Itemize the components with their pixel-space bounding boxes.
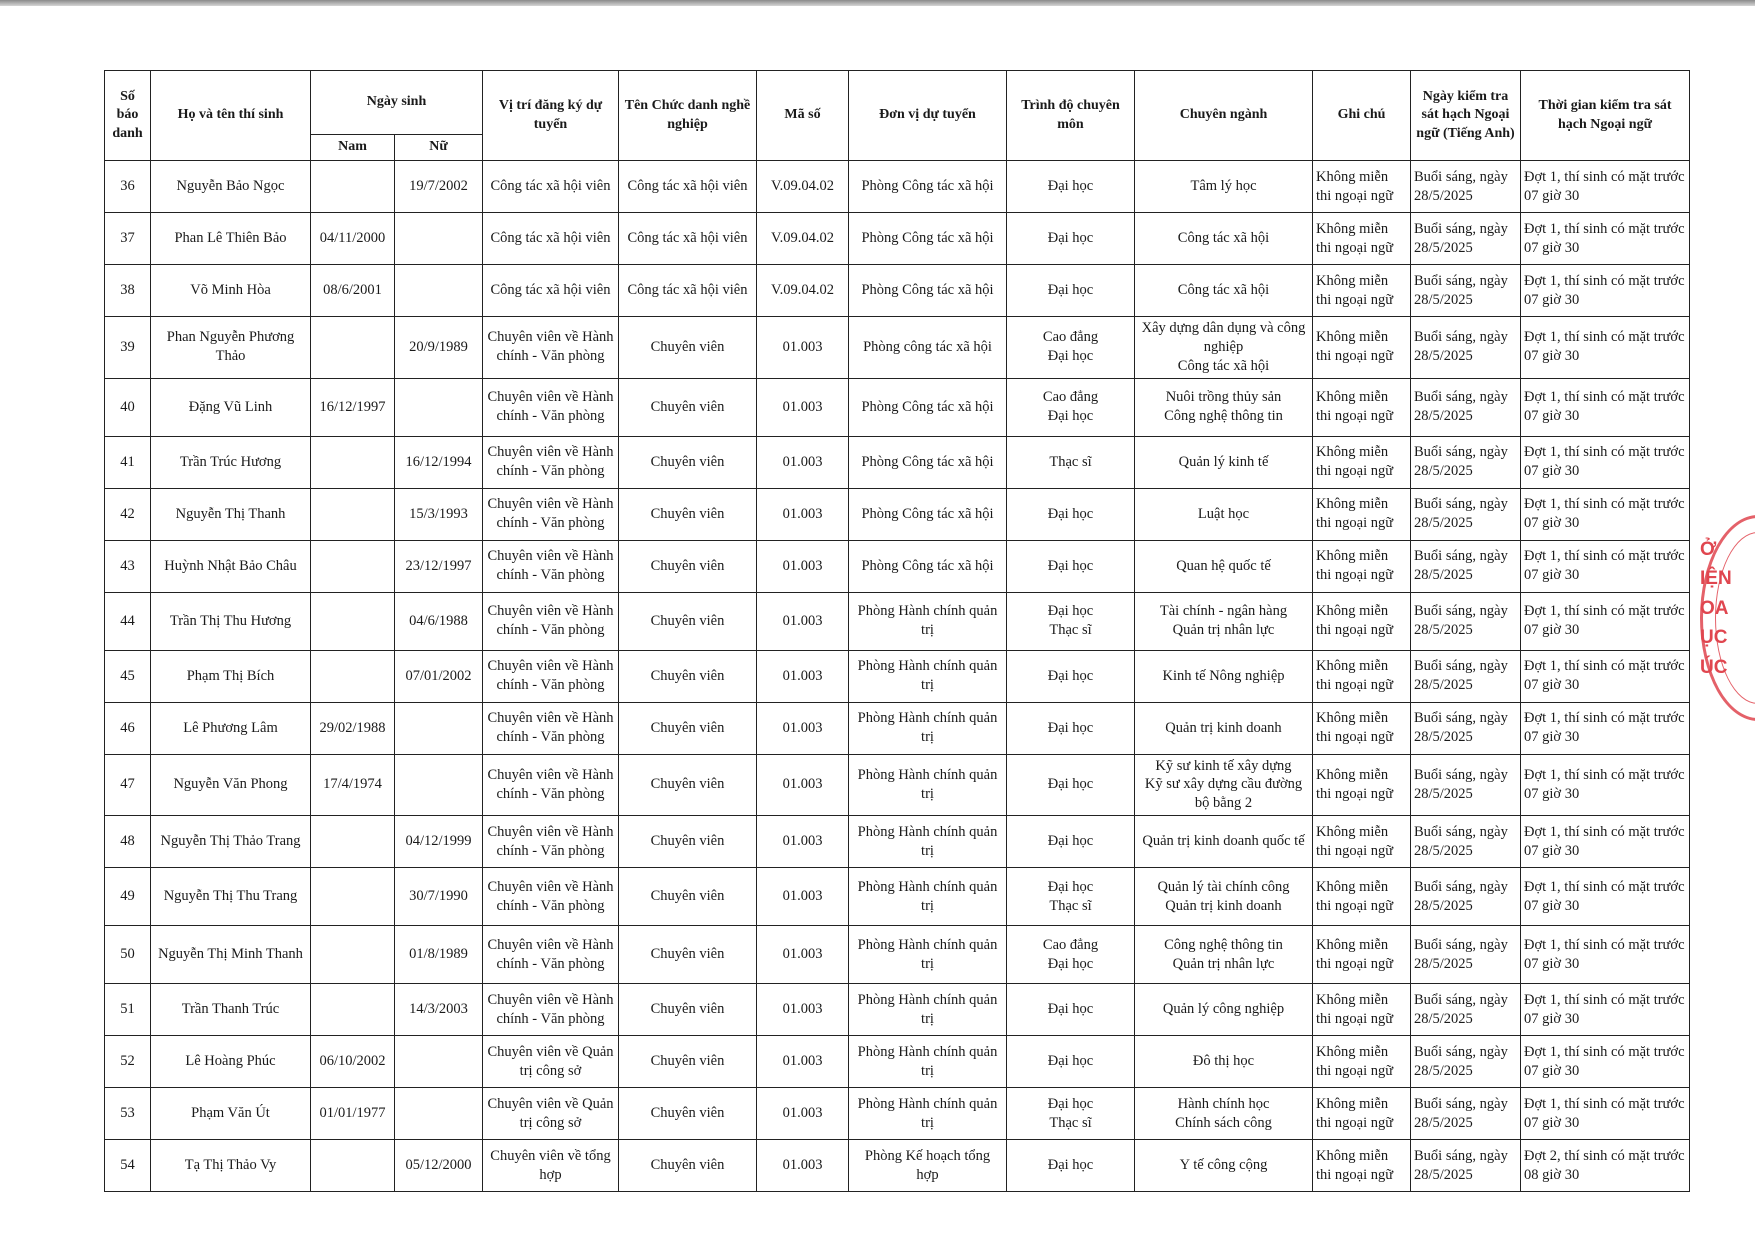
name-cell: Nguyễn Thị Minh Thanh	[151, 926, 311, 984]
dob-male-cell	[311, 816, 395, 868]
unit-cell: Phòng Kế hoạch tổng hợp	[849, 1140, 1007, 1192]
unit-cell: Phòng Công tác xã hội	[849, 213, 1007, 265]
note-cell: Không miễn thi ngoại ngữ	[1313, 540, 1411, 592]
dob-male-cell	[311, 1140, 395, 1192]
name-cell: Trần Trúc Hương	[151, 436, 311, 488]
title-cell: Chuyên viên	[619, 984, 757, 1036]
sbd-cell: 52	[105, 1036, 151, 1088]
col-header-unit: Đơn vị dự tuyển	[849, 71, 1007, 161]
dob-male-cell	[311, 161, 395, 213]
unit-cell: Phòng Công tác xã hội	[849, 265, 1007, 317]
exam-time-cell: Đợt 1, thí sinh có mặt trước 07 giờ 30	[1521, 265, 1690, 317]
name-cell: Lê Phương Lâm	[151, 702, 311, 754]
exam-date-cell: Buổi sáng, ngày 28/5/2025	[1411, 1140, 1521, 1192]
title-cell: Công tác xã hội viên	[619, 161, 757, 213]
code-cell: V.09.04.02	[757, 161, 849, 213]
sbd-cell: 49	[105, 868, 151, 926]
name-cell: Nguyễn Bảo Ngọc	[151, 161, 311, 213]
position-cell: Chuyên viên về tổng hợp	[483, 1140, 619, 1192]
title-cell: Chuyên viên	[619, 540, 757, 592]
major-cell: Quản lý công nghiệp	[1135, 984, 1313, 1036]
level-cell: Đại học	[1007, 488, 1135, 540]
name-cell: Đặng Vũ Linh	[151, 378, 311, 436]
major-cell: Kỹ sư kinh tế xây dựng Kỹ sư xây dựng cầu đường bộ bằng 2	[1135, 754, 1313, 816]
sbd-cell: 47	[105, 754, 151, 816]
dob-male-cell	[311, 317, 395, 379]
table-row	[105, 702, 1690, 754]
position-cell: Chuyên viên về Hành chính - Văn phòng	[483, 754, 619, 816]
dob-male-cell: 29/02/1988	[311, 702, 395, 754]
seal-letter-line: IỆN	[1700, 568, 1732, 590]
unit-cell: Phòng Hành chính quản trị	[849, 702, 1007, 754]
title-cell: Chuyên viên	[619, 926, 757, 984]
candidate-table	[104, 70, 1690, 1192]
note-cell: Không miễn thi ngoại ngữ	[1313, 213, 1411, 265]
table-body	[105, 161, 1690, 1192]
position-cell: Chuyên viên về Hành chính - Văn phòng	[483, 540, 619, 592]
major-cell: Quan hệ quốc tế	[1135, 540, 1313, 592]
name-cell: Võ Minh Hòa	[151, 265, 311, 317]
note-cell: Không miễn thi ngoại ngữ	[1313, 1036, 1411, 1088]
name-cell: Trần Thị Thu Hương	[151, 592, 311, 650]
seal-letter-line: ỤC	[1700, 627, 1728, 649]
exam-date-cell: Buổi sáng, ngày 28/5/2025	[1411, 926, 1521, 984]
title-cell: Chuyên viên	[619, 1140, 757, 1192]
table-row	[105, 984, 1690, 1036]
dob-female-cell	[395, 378, 483, 436]
title-cell: Công tác xã hội viên	[619, 265, 757, 317]
name-cell: Huỳnh Nhật Bảo Châu	[151, 540, 311, 592]
col-header-level: Trình độ chuyên môn	[1007, 71, 1135, 161]
level-cell: Đại học	[1007, 1140, 1135, 1192]
major-cell: Xây dựng dân dụng và công nghiệp Công tác xã hội	[1135, 317, 1313, 379]
name-cell: Nguyễn Thị Thu Trang	[151, 868, 311, 926]
exam-date-cell: Buổi sáng, ngày 28/5/2025	[1411, 436, 1521, 488]
dob-female-cell: 05/12/2000	[395, 1140, 483, 1192]
major-cell: Công tác xã hội	[1135, 265, 1313, 317]
title-cell: Chuyên viên	[619, 868, 757, 926]
dob-male-cell: 01/01/1977	[311, 1088, 395, 1140]
major-cell: Tài chính - ngân hàng Quản trị nhân lực	[1135, 592, 1313, 650]
position-cell: Chuyên viên về Hành chính - Văn phòng	[483, 868, 619, 926]
col-header-note: Ghi chú	[1313, 71, 1411, 161]
dob-female-cell: 30/7/1990	[395, 868, 483, 926]
dob-female-cell: 15/3/1993	[395, 488, 483, 540]
dob-male-cell	[311, 650, 395, 702]
table-row	[105, 436, 1690, 488]
exam-date-cell: Buổi sáng, ngày 28/5/2025	[1411, 488, 1521, 540]
exam-date-cell: Buổi sáng, ngày 28/5/2025	[1411, 161, 1521, 213]
unit-cell: Phòng Công tác xã hội	[849, 161, 1007, 213]
sbd-cell: 53	[105, 1088, 151, 1140]
code-cell: V.09.04.02	[757, 213, 849, 265]
unit-cell: Phòng Hành chính quản trị	[849, 592, 1007, 650]
dob-female-cell	[395, 265, 483, 317]
note-cell: Không miễn thi ngoại ngữ	[1313, 592, 1411, 650]
name-cell: Phạm Thị Bích	[151, 650, 311, 702]
title-cell: Chuyên viên	[619, 1036, 757, 1088]
code-cell: 01.003	[757, 378, 849, 436]
seal-letter-line: OA	[1700, 597, 1729, 619]
note-cell: Không miễn thi ngoại ngữ	[1313, 868, 1411, 926]
seal-letter-line: Ở	[1700, 539, 1717, 560]
level-cell: Cao đẳng Đại học	[1007, 378, 1135, 436]
name-cell: Tạ Thị Thảo Vy	[151, 1140, 311, 1192]
unit-cell: Phòng Công tác xã hội	[849, 488, 1007, 540]
level-cell: Cao đẳng Đại học	[1007, 926, 1135, 984]
sbd-cell: 36	[105, 161, 151, 213]
major-cell: Quản trị kinh doanh quốc tế	[1135, 816, 1313, 868]
dob-male-cell: 16/12/1997	[311, 378, 395, 436]
name-cell: Nguyễn Thị Thảo Trang	[151, 816, 311, 868]
dob-male-cell: 17/4/1974	[311, 754, 395, 816]
dob-female-cell	[395, 702, 483, 754]
dob-female-cell: 23/12/1997	[395, 540, 483, 592]
code-cell: 01.003	[757, 868, 849, 926]
col-header-position: Vị trí đăng ký dự tuyển	[483, 71, 619, 161]
major-cell: Nuôi trồng thủy sản Công nghệ thông tin	[1135, 378, 1313, 436]
table-row	[105, 1088, 1690, 1140]
dob-male-cell	[311, 868, 395, 926]
table-row	[105, 488, 1690, 540]
sbd-cell: 45	[105, 650, 151, 702]
note-cell: Không miễn thi ngoại ngữ	[1313, 1088, 1411, 1140]
code-cell: 01.003	[757, 1036, 849, 1088]
code-cell: 01.003	[757, 592, 849, 650]
title-cell: Chuyên viên	[619, 436, 757, 488]
code-cell: 01.003	[757, 816, 849, 868]
sbd-cell: 54	[105, 1140, 151, 1192]
code-cell: V.09.04.02	[757, 265, 849, 317]
dob-male-cell	[311, 926, 395, 984]
unit-cell: Phòng Hành chính quản trị	[849, 926, 1007, 984]
dob-female-cell	[395, 1088, 483, 1140]
sbd-cell: 37	[105, 213, 151, 265]
table-row	[105, 540, 1690, 592]
major-cell: Công nghệ thông tin Quản trị nhân lực	[1135, 926, 1313, 984]
col-header-exam-time: Thời gian kiểm tra sát hạch Ngoại ngữ	[1521, 71, 1690, 161]
major-cell: Quản lý kinh tế	[1135, 436, 1313, 488]
exam-time-cell: Đợt 1, thí sinh có mặt trước 07 giờ 30	[1521, 702, 1690, 754]
exam-date-cell: Buổi sáng, ngày 28/5/2025	[1411, 1088, 1521, 1140]
major-cell: Quản trị kinh doanh	[1135, 702, 1313, 754]
major-cell: Đô thị học	[1135, 1036, 1313, 1088]
level-cell: Đại học	[1007, 754, 1135, 816]
level-cell: Đại học	[1007, 213, 1135, 265]
title-cell: Chuyên viên	[619, 650, 757, 702]
dob-male-cell: 08/6/2001	[311, 265, 395, 317]
table-row	[105, 265, 1690, 317]
name-cell: Phan Lê Thiên Bảo	[151, 213, 311, 265]
name-cell: Nguyễn Văn Phong	[151, 754, 311, 816]
unit-cell: Phòng Hành chính quản trị	[849, 754, 1007, 816]
title-cell: Công tác xã hội viên	[619, 213, 757, 265]
col-header-sbd: Số báo danh	[105, 71, 151, 161]
title-cell: Chuyên viên	[619, 816, 757, 868]
position-cell: Chuyên viên về Hành chính - Văn phòng	[483, 650, 619, 702]
exam-time-cell: Đợt 1, thí sinh có mặt trước 07 giờ 30	[1521, 436, 1690, 488]
position-cell: Chuyên viên về Hành chính - Văn phòng	[483, 592, 619, 650]
unit-cell: Phòng Công tác xã hội	[849, 540, 1007, 592]
position-cell: Chuyên viên về Hành chính - Văn phòng	[483, 317, 619, 379]
code-cell: 01.003	[757, 540, 849, 592]
dob-female-cell	[395, 1036, 483, 1088]
position-cell: Chuyên viên về Hành chính - Văn phòng	[483, 926, 619, 984]
sbd-cell: 42	[105, 488, 151, 540]
col-header-name: Họ và tên thí sinh	[151, 71, 311, 161]
dob-male-cell	[311, 540, 395, 592]
note-cell: Không miễn thi ngoại ngữ	[1313, 1140, 1411, 1192]
unit-cell: Phòng Công tác xã hội	[849, 378, 1007, 436]
level-cell: Đại học	[1007, 702, 1135, 754]
unit-cell: Phòng Hành chính quản trị	[849, 984, 1007, 1036]
name-cell: Phạm Văn Út	[151, 1088, 311, 1140]
code-cell: 01.003	[757, 1140, 849, 1192]
name-cell: Phan Nguyễn Phương Thảo	[151, 317, 311, 379]
dob-female-cell	[395, 754, 483, 816]
exam-time-cell: Đợt 1, thí sinh có mặt trước 07 giờ 30	[1521, 984, 1690, 1036]
level-cell: Đại học	[1007, 650, 1135, 702]
sbd-cell: 39	[105, 317, 151, 379]
col-header-major: Chuyên ngành	[1135, 71, 1313, 161]
exam-date-cell: Buổi sáng, ngày 28/5/2025	[1411, 868, 1521, 926]
dob-male-cell: 06/10/2002	[311, 1036, 395, 1088]
sbd-cell: 44	[105, 592, 151, 650]
exam-date-cell: Buổi sáng, ngày 28/5/2025	[1411, 265, 1521, 317]
sbd-cell: 40	[105, 378, 151, 436]
note-cell: Không miễn thi ngoại ngữ	[1313, 488, 1411, 540]
exam-time-cell: Đợt 1, thí sinh có mặt trước 07 giờ 30	[1521, 488, 1690, 540]
exam-date-cell: Buổi sáng, ngày 28/5/2025	[1411, 754, 1521, 816]
code-cell: 01.003	[757, 754, 849, 816]
major-cell: Công tác xã hội	[1135, 213, 1313, 265]
dob-female-cell: 04/6/1988	[395, 592, 483, 650]
note-cell: Không miễn thi ngoại ngữ	[1313, 317, 1411, 379]
table-row	[105, 592, 1690, 650]
major-cell: Y tế công cộng	[1135, 1140, 1313, 1192]
exam-time-cell: Đợt 1, thí sinh có mặt trước 07 giờ 30	[1521, 1088, 1690, 1140]
table-row	[105, 161, 1690, 213]
major-cell: Tâm lý học	[1135, 161, 1313, 213]
exam-date-cell: Buổi sáng, ngày 28/5/2025	[1411, 984, 1521, 1036]
dob-female-cell: 04/12/1999	[395, 816, 483, 868]
level-cell: Đại học	[1007, 265, 1135, 317]
unit-cell: Phòng công tác xã hội	[849, 317, 1007, 379]
unit-cell: Phòng Hành chính quản trị	[849, 816, 1007, 868]
dob-female-cell: 14/3/2003	[395, 984, 483, 1036]
note-cell: Không miễn thi ngoại ngữ	[1313, 754, 1411, 816]
exam-date-cell: Buổi sáng, ngày 28/5/2025	[1411, 816, 1521, 868]
sbd-cell: 51	[105, 984, 151, 1036]
major-cell: Quản lý tài chính công Quản trị kinh doanh	[1135, 868, 1313, 926]
position-cell: Chuyên viên về Hành chính - Văn phòng	[483, 488, 619, 540]
code-cell: 01.003	[757, 984, 849, 1036]
sbd-cell: 43	[105, 540, 151, 592]
table-row	[105, 868, 1690, 926]
level-cell: Đại học	[1007, 816, 1135, 868]
position-cell: Chuyên viên về Hành chính - Văn phòng	[483, 816, 619, 868]
col-header-dob: Ngày sinh	[311, 71, 483, 135]
major-cell: Kinh tế Nông nghiệp	[1135, 650, 1313, 702]
name-cell: Trần Thanh Trúc	[151, 984, 311, 1036]
position-cell: Công tác xã hội viên	[483, 161, 619, 213]
code-cell: 01.003	[757, 488, 849, 540]
exam-time-cell: Đợt 1, thí sinh có mặt trước 07 giờ 30	[1521, 868, 1690, 926]
title-cell: Chuyên viên	[619, 1088, 757, 1140]
exam-time-cell: Đợt 1, thí sinh có mặt trước 07 giờ 30	[1521, 650, 1690, 702]
title-cell: Chuyên viên	[619, 592, 757, 650]
table-row	[105, 317, 1690, 379]
unit-cell: Phòng Công tác xã hội	[849, 436, 1007, 488]
title-cell: Chuyên viên	[619, 754, 757, 816]
sbd-cell: 41	[105, 436, 151, 488]
note-cell: Không miễn thi ngoại ngữ	[1313, 265, 1411, 317]
code-cell: 01.003	[757, 317, 849, 379]
note-cell: Không miễn thi ngoại ngữ	[1313, 161, 1411, 213]
level-cell: Thạc sĩ	[1007, 436, 1135, 488]
exam-date-cell: Buổi sáng, ngày 28/5/2025	[1411, 317, 1521, 379]
unit-cell: Phòng Hành chính quản trị	[849, 650, 1007, 702]
note-cell: Không miễn thi ngoại ngữ	[1313, 436, 1411, 488]
table-row	[105, 650, 1690, 702]
dob-female-cell: 20/9/1989	[395, 317, 483, 379]
position-cell: Chuyên viên về Hành chính - Văn phòng	[483, 436, 619, 488]
exam-time-cell: Đợt 1, thí sinh có mặt trước 07 giờ 30	[1521, 816, 1690, 868]
title-cell: Chuyên viên	[619, 317, 757, 379]
exam-time-cell: Đợt 1, thí sinh có mặt trước 07 giờ 30	[1521, 540, 1690, 592]
name-cell: Nguyễn Thị Thanh	[151, 488, 311, 540]
note-cell: Không miễn thi ngoại ngữ	[1313, 702, 1411, 754]
unit-cell: Phòng Hành chính quản trị	[849, 1036, 1007, 1088]
sbd-cell: 46	[105, 702, 151, 754]
exam-time-cell: Đợt 1, thí sinh có mặt trước 07 giờ 30	[1521, 378, 1690, 436]
dob-female-cell	[395, 213, 483, 265]
sbd-cell: 48	[105, 816, 151, 868]
table-row	[105, 754, 1690, 816]
sbd-cell: 50	[105, 926, 151, 984]
level-cell: Đại học Thạc sĩ	[1007, 592, 1135, 650]
code-cell: 01.003	[757, 926, 849, 984]
sbd-cell: 38	[105, 265, 151, 317]
exam-time-cell: Đợt 1, thí sinh có mặt trước 07 giờ 30	[1521, 317, 1690, 379]
dob-female-cell: 07/01/2002	[395, 650, 483, 702]
position-cell: Chuyên viên về Quản trị công sở	[483, 1088, 619, 1140]
dob-male-cell	[311, 436, 395, 488]
level-cell: Đại học	[1007, 1036, 1135, 1088]
level-cell: Đại học Thạc sĩ	[1007, 1088, 1135, 1140]
major-cell: Hành chính học Chính sách công	[1135, 1088, 1313, 1140]
code-cell: 01.003	[757, 1088, 849, 1140]
position-cell: Chuyên viên về Quản trị công sở	[483, 1036, 619, 1088]
position-cell: Chuyên viên về Hành chính - Văn phòng	[483, 378, 619, 436]
exam-date-cell: Buổi sáng, ngày 28/5/2025	[1411, 213, 1521, 265]
exam-time-cell: Đợt 1, thí sinh có mặt trước 07 giờ 30	[1521, 1036, 1690, 1088]
dob-female-cell: 01/8/1989	[395, 926, 483, 984]
level-cell: Cao đẳng Đại học	[1007, 317, 1135, 379]
col-header-female: Nữ	[395, 135, 483, 161]
note-cell: Không miễn thi ngoại ngữ	[1313, 650, 1411, 702]
level-cell: Đại học	[1007, 540, 1135, 592]
note-cell: Không miễn thi ngoại ngữ	[1313, 816, 1411, 868]
exam-date-cell: Buổi sáng, ngày 28/5/2025	[1411, 540, 1521, 592]
table-row	[105, 213, 1690, 265]
exam-time-cell: Đợt 2, thí sinh có mặt trước 08 giờ 30	[1521, 1140, 1690, 1192]
exam-date-cell: Buổi sáng, ngày 28/5/2025	[1411, 650, 1521, 702]
note-cell: Không miễn thi ngoại ngữ	[1313, 378, 1411, 436]
position-cell: Công tác xã hội viên	[483, 213, 619, 265]
table-row	[105, 1140, 1690, 1192]
exam-date-cell: Buổi sáng, ngày 28/5/2025	[1411, 1036, 1521, 1088]
unit-cell: Phòng Hành chính quản trị	[849, 1088, 1007, 1140]
table-row	[105, 816, 1690, 868]
dob-male-cell	[311, 984, 395, 1036]
code-cell: 01.003	[757, 436, 849, 488]
col-header-code: Mã số	[757, 71, 849, 161]
col-header-male: Nam	[311, 135, 395, 161]
exam-date-cell: Buổi sáng, ngày 28/5/2025	[1411, 592, 1521, 650]
unit-cell: Phòng Hành chính quản trị	[849, 868, 1007, 926]
exam-time-cell: Đợt 1, thí sinh có mặt trước 07 giờ 30	[1521, 592, 1690, 650]
level-cell: Đại học Thạc sĩ	[1007, 868, 1135, 926]
position-cell: Công tác xã hội viên	[483, 265, 619, 317]
col-header-title: Tên Chức danh nghề nghiệp	[619, 71, 757, 161]
title-cell: Chuyên viên	[619, 702, 757, 754]
position-cell: Chuyên viên về Hành chính - Văn phòng	[483, 702, 619, 754]
level-cell: Đại học	[1007, 161, 1135, 213]
code-cell: 01.003	[757, 702, 849, 754]
col-header-exam-date: Ngày kiểm tra sát hạch Ngoại ngữ (Tiếng Anh)	[1411, 71, 1521, 161]
code-cell: 01.003	[757, 650, 849, 702]
exam-time-cell: Đợt 1, thí sinh có mặt trước 07 giờ 30	[1521, 213, 1690, 265]
position-cell: Chuyên viên về Hành chính - Văn phòng	[483, 984, 619, 1036]
dob-female-cell: 19/7/2002	[395, 161, 483, 213]
exam-time-cell: Đợt 1, thí sinh có mặt trước 07 giờ 30	[1521, 926, 1690, 984]
exam-time-cell: Đợt 1, thí sinh có mặt trước 07 giờ 30	[1521, 161, 1690, 213]
note-cell: Không miễn thi ngoại ngữ	[1313, 926, 1411, 984]
title-cell: Chuyên viên	[619, 378, 757, 436]
table-row	[105, 1036, 1690, 1088]
exam-time-cell: Đợt 1, thí sinh có mặt trước 07 giờ 30	[1521, 754, 1690, 816]
exam-date-cell: Buổi sáng, ngày 28/5/2025	[1411, 378, 1521, 436]
dob-male-cell: 04/11/2000	[311, 213, 395, 265]
dob-male-cell	[311, 592, 395, 650]
title-cell: Chuyên viên	[619, 488, 757, 540]
seal-letter-line: ÚC	[1700, 656, 1728, 678]
dob-male-cell	[311, 488, 395, 540]
name-cell: Lê Hoàng Phúc	[151, 1036, 311, 1088]
note-cell: Không miễn thi ngoại ngữ	[1313, 984, 1411, 1036]
table-row	[105, 378, 1690, 436]
dob-female-cell: 16/12/1994	[395, 436, 483, 488]
exam-date-cell: Buổi sáng, ngày 28/5/2025	[1411, 702, 1521, 754]
table-row	[105, 926, 1690, 984]
major-cell: Luật học	[1135, 488, 1313, 540]
scan-edge	[0, 0, 1755, 6]
red-seal-lettering	[1700, 535, 1755, 682]
level-cell: Đại học	[1007, 984, 1135, 1036]
